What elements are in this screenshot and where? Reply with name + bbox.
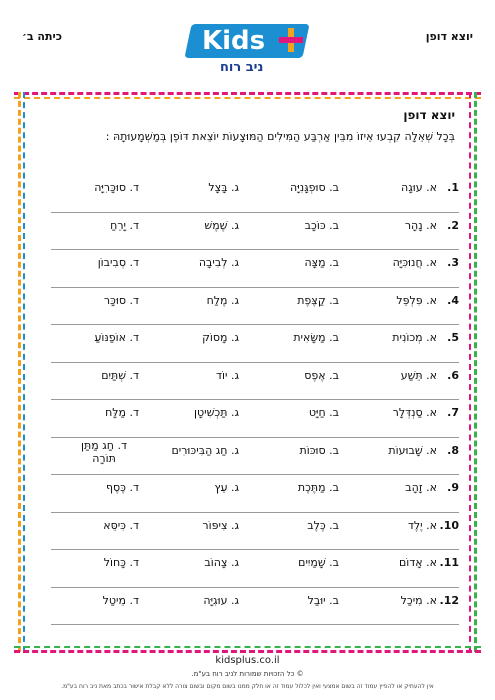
option-a: א. שָׁבוּעוֹת bbox=[388, 443, 437, 457]
question-number: 3. bbox=[447, 256, 459, 269]
option-b: ב. מַצָּה bbox=[304, 256, 339, 269]
frame-border-top bbox=[14, 92, 481, 95]
question-row bbox=[51, 438, 459, 476]
question-row bbox=[51, 363, 459, 401]
option-a: א. מִיכַל bbox=[400, 593, 437, 607]
header-grade: כיתה ב׳ bbox=[22, 30, 62, 43]
question-number: 4. bbox=[447, 293, 459, 307]
option-b: ב. מַתֶּכֶת bbox=[297, 481, 339, 494]
worksheet-instructions: בְּכָל שְׁאֵלָה קִבְעוּ אֵיזוֹ מִבֵּין אַרְבַּע הַמִּילִים הַמּוּצָעוֹת יוֹצֵאת דּוֹפֶן בְּמַשְׁמָעוּתָהּ : bbox=[105, 130, 455, 143]
option-d: ד. סוּכָּר bbox=[103, 293, 139, 307]
question-row bbox=[51, 588, 459, 626]
question-row bbox=[51, 475, 459, 513]
logo-subtitle: ניב רוח bbox=[220, 60, 264, 75]
option-b: ב. מַשָּׂאִית bbox=[293, 331, 339, 344]
option-c: ג. צָהוֹב bbox=[204, 556, 239, 569]
question-row bbox=[51, 213, 459, 251]
option-c: ג. יוֹד bbox=[216, 368, 239, 382]
frame-border-bottom-inner bbox=[14, 646, 481, 648]
footer-url[interactable]: kidsplus.co.il bbox=[215, 655, 280, 666]
kids-logo bbox=[180, 22, 315, 76]
option-b: ב. סוּכּוֹת bbox=[299, 443, 339, 457]
question-number: 5. bbox=[447, 331, 459, 344]
question-number: 7. bbox=[447, 406, 459, 419]
question-number: 2. bbox=[447, 218, 459, 232]
question-number: 10. bbox=[439, 518, 459, 532]
option-c: ג. מֶלַח bbox=[206, 293, 239, 307]
option-d: ד. סוּכָּרִיָּה bbox=[94, 181, 139, 194]
option-d: ד. יָרֵחַ bbox=[110, 218, 139, 232]
option-c: ג. עוּגִיָּה bbox=[203, 593, 239, 607]
option-b: ב. חַיָּט bbox=[308, 406, 339, 419]
option-a: א. תֵּשַׁע bbox=[400, 368, 437, 382]
option-d: ד. כֶּסֶף bbox=[106, 481, 139, 494]
question-row bbox=[51, 550, 459, 588]
option-c: ג. לְבִיבָה bbox=[198, 256, 239, 269]
option-a: א. מְכוֹנִית bbox=[392, 331, 437, 344]
question-row bbox=[51, 250, 459, 288]
option-d: ד. כָּחוֹל bbox=[103, 556, 139, 569]
option-d: ד. אוֹפַנּוֹעַ bbox=[94, 331, 139, 344]
frame-border-bottom bbox=[14, 650, 481, 653]
option-b: ב. יוּבַל bbox=[307, 593, 339, 607]
question-number: 6. bbox=[447, 368, 459, 382]
option-b: ב. סוּפְגָּנִיָּה bbox=[290, 181, 339, 194]
question-number: 12. bbox=[439, 593, 459, 607]
frame-border-left-inner bbox=[23, 92, 25, 652]
question-number: 9. bbox=[447, 481, 459, 494]
question-row bbox=[51, 325, 459, 363]
frame-border-left bbox=[18, 92, 21, 652]
option-d: ד. חַג מַתַּן תּוֹרָה bbox=[81, 438, 127, 465]
option-a: א. סַנְדְּלָר bbox=[392, 406, 437, 419]
plus-icon bbox=[279, 28, 303, 52]
option-c: ג. עֵץ bbox=[214, 481, 239, 494]
option-a: א. יֶלֶד bbox=[407, 518, 437, 532]
question-number: 8. bbox=[447, 443, 459, 457]
question-number: 11. bbox=[439, 556, 459, 569]
logo-text: Kids bbox=[202, 26, 266, 56]
question-row bbox=[51, 175, 459, 213]
question-number: 1. bbox=[447, 181, 459, 194]
option-d: ד. מַלָּח bbox=[105, 406, 139, 419]
worksheet-title: יוצא דופן bbox=[403, 108, 455, 122]
question-row bbox=[51, 400, 459, 438]
footer-legal-notice: אין להעתיק או להפיץ עמוד זה בשום אמצעי ואין לכלול עמוד זה או חלק ממנו בשום מקום ובשום צורה ללא קבלת אישור בכתב מאת ניב רוח בע"מ. bbox=[61, 683, 434, 690]
option-a: א. אָדוֹם bbox=[398, 556, 437, 569]
option-a: א. עוּגָה bbox=[401, 181, 437, 194]
option-d: ד. סְבִיבוֹן bbox=[97, 256, 139, 269]
question-row bbox=[51, 513, 459, 551]
option-c: ג. בָּצָל bbox=[208, 181, 239, 194]
question-row bbox=[51, 288, 459, 326]
frame-border-right bbox=[474, 92, 477, 652]
option-c: ג. שֶׁמֶשׁ bbox=[204, 218, 239, 232]
option-a: א. חֲנוּכִּיָּה bbox=[392, 256, 437, 269]
option-b: ב. כֶּלֶב bbox=[307, 518, 339, 532]
option-d: ד. כִּיסֵּא bbox=[103, 518, 139, 532]
option-a: א. פִּלְפֵּל bbox=[396, 293, 437, 307]
option-b: ב. קַצֶּפֶת bbox=[297, 293, 339, 307]
footer-copyright: © כל הזכויות שמורות לניב רוח בע"מ. bbox=[191, 670, 304, 678]
option-c: ג. חַג הַבִּיכּוּרִים bbox=[171, 443, 239, 457]
option-c: ג. מָסוֹק bbox=[202, 331, 239, 344]
option-b: ב. שָׁמַיִים bbox=[298, 556, 339, 569]
option-b: ב. כּוֹכָב bbox=[304, 218, 339, 232]
option-a: א. נָהָר bbox=[404, 218, 437, 232]
header-subject: יוצא דופן bbox=[425, 30, 473, 43]
frame-border-right-inner bbox=[469, 92, 471, 652]
option-d: ד. מֵיטַל bbox=[102, 593, 139, 607]
question-list bbox=[51, 175, 459, 625]
option-b: ב. אֶפֶס bbox=[304, 368, 339, 382]
option-c: ג. צִיפּוֹר bbox=[202, 518, 239, 532]
option-a: א. זָהָב bbox=[405, 481, 437, 494]
option-c: ג. תַּכְשִׁיטָן bbox=[194, 406, 239, 419]
option-d: ד. שְׁתַּיִם bbox=[101, 368, 139, 382]
frame-border-top-inner bbox=[14, 97, 481, 99]
